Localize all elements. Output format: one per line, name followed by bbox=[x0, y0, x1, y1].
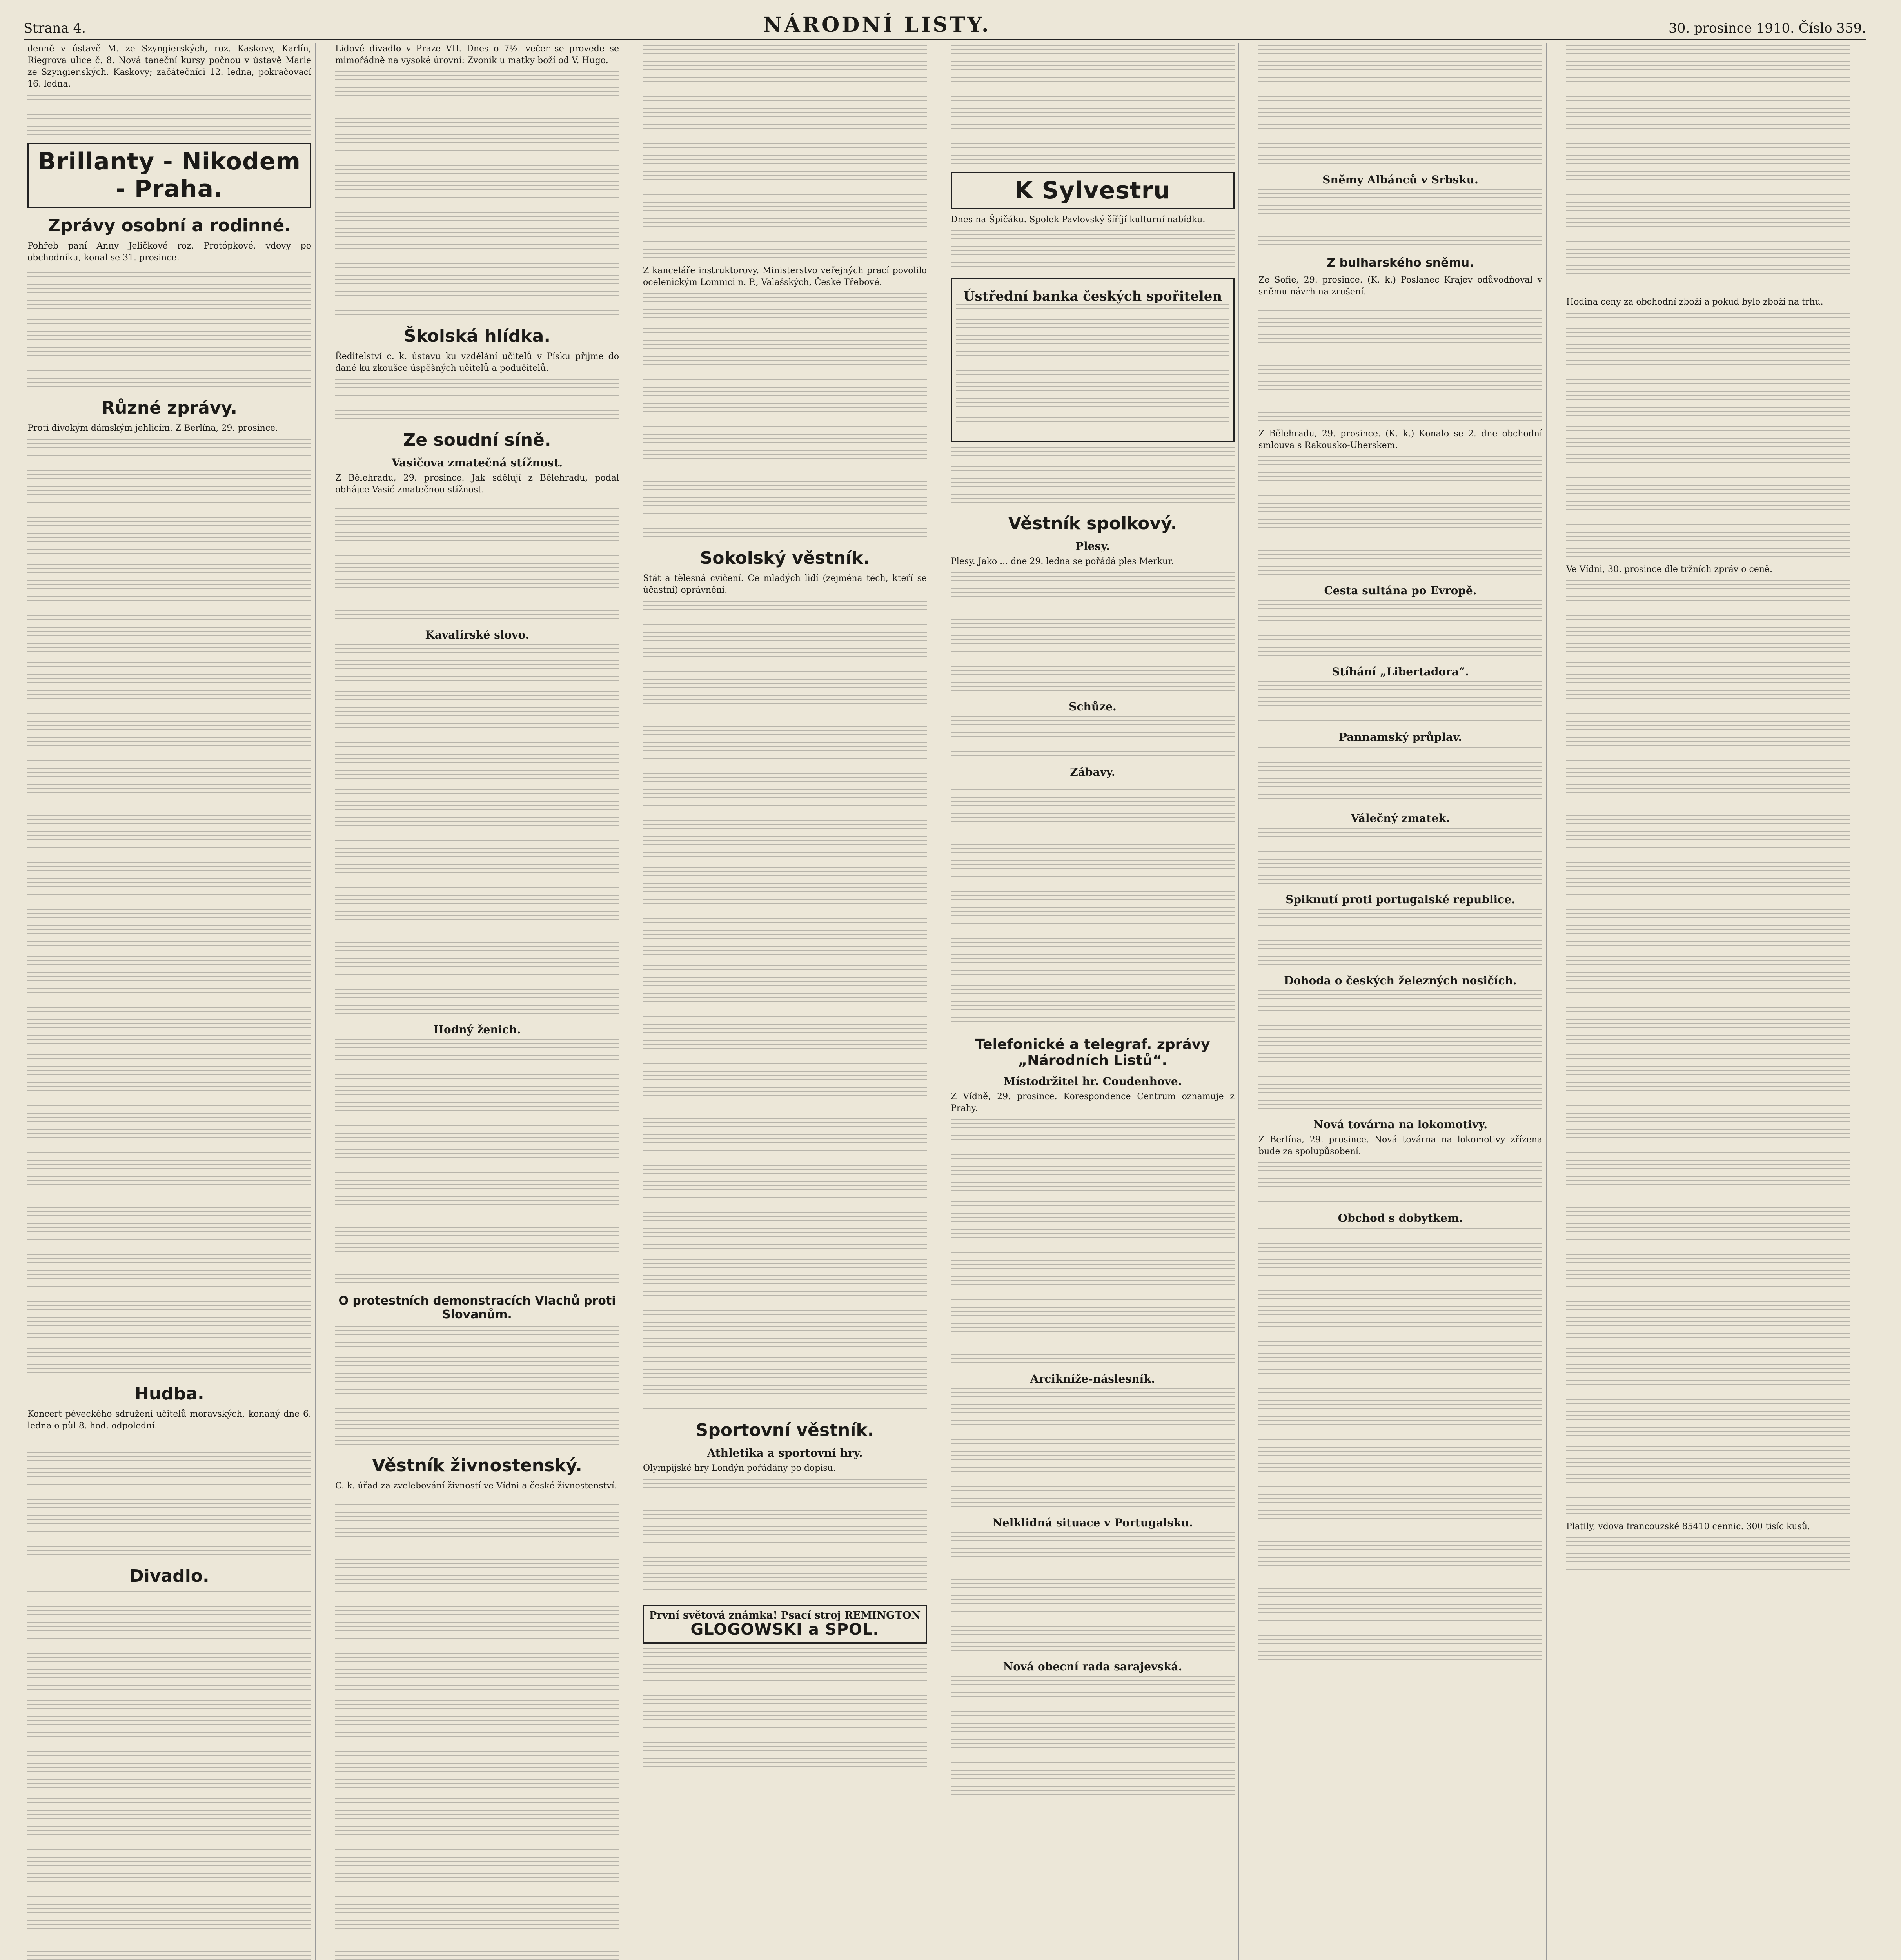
subheading-schuze: Schůze. bbox=[1069, 700, 1117, 713]
article-text: Dnes na Špičáku. Spolek Pavlovský šíříjí kulturní nabídku. bbox=[951, 215, 1206, 225]
article-text: Olympijské hry Londýn pořádány po dopisu. bbox=[643, 1463, 836, 1473]
subheading-libertad: Stíhání „Libertadora“. bbox=[1332, 665, 1469, 678]
ad-bank-title: Ústřední banka českých spořitelen bbox=[963, 289, 1222, 304]
subheading-vasileva: Vasičova zmatečná stížnost. bbox=[391, 456, 563, 469]
subheading-neklid: Nelklidná situace v Portugalsku. bbox=[992, 1516, 1193, 1529]
section-heading-spolek: Věstník spolkový. bbox=[1008, 514, 1177, 534]
column-1 bbox=[24, 43, 316, 1960]
subheading-valecni: Válečný zmatek. bbox=[1351, 812, 1450, 825]
ad-remington-title: První světová známka! Psací stroj REMINGTON bbox=[649, 1610, 921, 1621]
subheading-pannamsky: Pannamský průplav. bbox=[1338, 731, 1462, 744]
column-5 bbox=[1255, 43, 1547, 1960]
article-text: C. k. úřad za zvelebování živností ve Vídni a české živnostenství. bbox=[335, 1481, 617, 1491]
subheading-nova: Nová obecní rada sarajevská. bbox=[1003, 1660, 1182, 1673]
column-6 bbox=[1562, 43, 1854, 1960]
ad-glogowski: GLOGOWSKI a SPOL. bbox=[690, 1621, 879, 1639]
article-text: Koncert pěveckého sdružení učitelů moravských, konaný dne 6. ledna o půl 8. hod. odpolední. bbox=[27, 1409, 311, 1431]
article-text: Z kanceláře instruktorovy. Ministerstvo veřejných prací povolilo ocelenickým Lomnici n. P., Valašských, České Třebové. bbox=[643, 266, 927, 287]
section-heading-ruzne: Různé zprávy. bbox=[102, 398, 237, 418]
subheading-kavalir: Kavalírské slovo. bbox=[425, 628, 529, 641]
section-heading-sokol: Sokolský věstník. bbox=[700, 548, 870, 568]
article-text: Lidové divadlo v Praze VII. Dnes o 7½. večer se provede se mimořádně na vysoké úrovni: Zvonik u matky boží od V. Hugo. bbox=[335, 44, 619, 65]
section-heading-sport: Sportovní věstník. bbox=[695, 1420, 874, 1440]
section-heading-hudba: Hudba. bbox=[134, 1384, 204, 1404]
column-3 bbox=[639, 43, 931, 1960]
article-text: Platily, vdova francouzské 85410 cennic. 300 tisíc kusů. bbox=[1566, 1522, 1810, 1532]
subheading-dobytek: Obchod s dobytkem. bbox=[1338, 1212, 1463, 1225]
ad-title: Brillanty - Nikodem - Praha. bbox=[38, 148, 301, 203]
section-heading-divadlo: Divadlo. bbox=[129, 1566, 209, 1586]
section-heading-bulhar: Z bulharského sněmu. bbox=[1327, 256, 1474, 270]
subheading-zabavy: Zábavy. bbox=[1070, 766, 1115, 779]
article-text: Ředitelství c. k. ústavu ku vzdělání učitelů v Písku přijme do dané ku zkoušce úspěšných učitelů a podučitelů. bbox=[335, 352, 619, 373]
masthead-title: NÁRODNÍ LISTY. bbox=[763, 13, 991, 37]
subheading-athletika: Athletika a sportovní hry. bbox=[707, 1446, 863, 1459]
section-heading-telefon: Telefonické a telegraf. zprávy „Národních Listů“. bbox=[975, 1036, 1210, 1069]
article-text: Z Berlína, 29. prosince. Nová továrna na lokomotivy zřízena bude za spolupůsobení. bbox=[1258, 1135, 1542, 1156]
advertisement-bank bbox=[951, 278, 1235, 442]
article-text: Proti divokým dámským jehlicím. Z Berlína, 29. prosince. bbox=[27, 423, 278, 433]
subheading-hodny: Hodný ženich. bbox=[433, 1023, 521, 1036]
article-text: Z Vídně, 29. prosince. Korespondence Centrum oznamuje z Prahy. bbox=[951, 1092, 1235, 1113]
subheading-plesy: Plesy. bbox=[1075, 540, 1110, 553]
subheading-albansky: Sněmy Albánců v Srbsku. bbox=[1322, 173, 1478, 186]
subheading-arcikniz: Arcikníže-náslesník. bbox=[1030, 1372, 1155, 1385]
advertisement-sylvestru bbox=[951, 172, 1235, 209]
issue-date: 30. prosince 1910. Číslo 359. bbox=[1669, 20, 1866, 36]
article-text: Stát a tělesná cvičení. Ce mladých lidí (zejména těch, kteří se účastní) oprávněni. bbox=[643, 573, 927, 595]
page-header bbox=[24, 12, 1866, 40]
section-heading-vlachu: O protestních demonstracích Vlachů proti Slovanům. bbox=[338, 1294, 616, 1321]
article-text: Hodina ceny za obchodní zboží a pokud bylo zboží na trhu. bbox=[1566, 297, 1823, 307]
page-number: Strana 4. bbox=[24, 20, 86, 36]
subheading-dohoda: Dohoda o českých železných nosičích. bbox=[1284, 974, 1517, 987]
article-text: Z Bělehradu, 29. prosince. (K. k.) Konalo se 2. dne obchodní smlouva s Rakousko-Uherskem. bbox=[1258, 429, 1542, 450]
section-heading-soud: Ze soudní síně. bbox=[403, 430, 551, 450]
section-heading-skolska: Školská hlídka. bbox=[403, 326, 551, 346]
article-text: Ve Vídni, 30. prosince dle tržních zpráv o ceně. bbox=[1566, 564, 1772, 574]
article-text: Ze Sofie, 29. prosince. (K. k.) Poslanec Krajev odůvodňoval v sněmu návrh na zrušení. bbox=[1258, 275, 1542, 297]
article-text: Pohřeb paní Anny Jeličkové roz. Protópkové, vdovy po obchodníku, konal se 31. prosince. bbox=[27, 241, 311, 263]
column-2 bbox=[331, 43, 623, 1960]
advertisement-remington bbox=[643, 1605, 927, 1644]
advertisement-brillanty bbox=[27, 143, 311, 208]
subheading-portugal: Spiknutí proti portugalské republice. bbox=[1285, 893, 1515, 906]
article-text: Z Bělehradu, 29. prosince. Jak sdělují z Bělehradu, podal obhájce Vasić zmatečnou stížnost. bbox=[335, 473, 619, 495]
column-4 bbox=[947, 43, 1239, 1960]
ad-sylvestru-title: K Sylvestru bbox=[1015, 177, 1171, 204]
section-heading-zivnost: Věstník živnostenský. bbox=[372, 1455, 582, 1475]
article-text: denně v ústavě M. ze Szyngierských, roz. Kaskovy, Karlín, Riegrova ulice č. 8. Nová taneční kursy počnou v ústavě Marie ze Szyngier.ských. Kaskovy; začátečníci 12. ledna, pokračovací 16. ledna. bbox=[27, 44, 311, 89]
subheading-sultan: Cesta sultána po Evropě. bbox=[1324, 584, 1477, 597]
subheading-lokomotivy: Nová továrna na lokomotivy. bbox=[1313, 1118, 1488, 1131]
section-heading-osobni: Zprávy osobní a rodinné. bbox=[47, 216, 291, 236]
subheading-mistodrzitel: Místodržitel hr. Coudenhove. bbox=[1003, 1075, 1182, 1088]
article-text: Plesy. Jako ... dne 29. ledna se pořádá ples Merkur. bbox=[951, 557, 1174, 566]
